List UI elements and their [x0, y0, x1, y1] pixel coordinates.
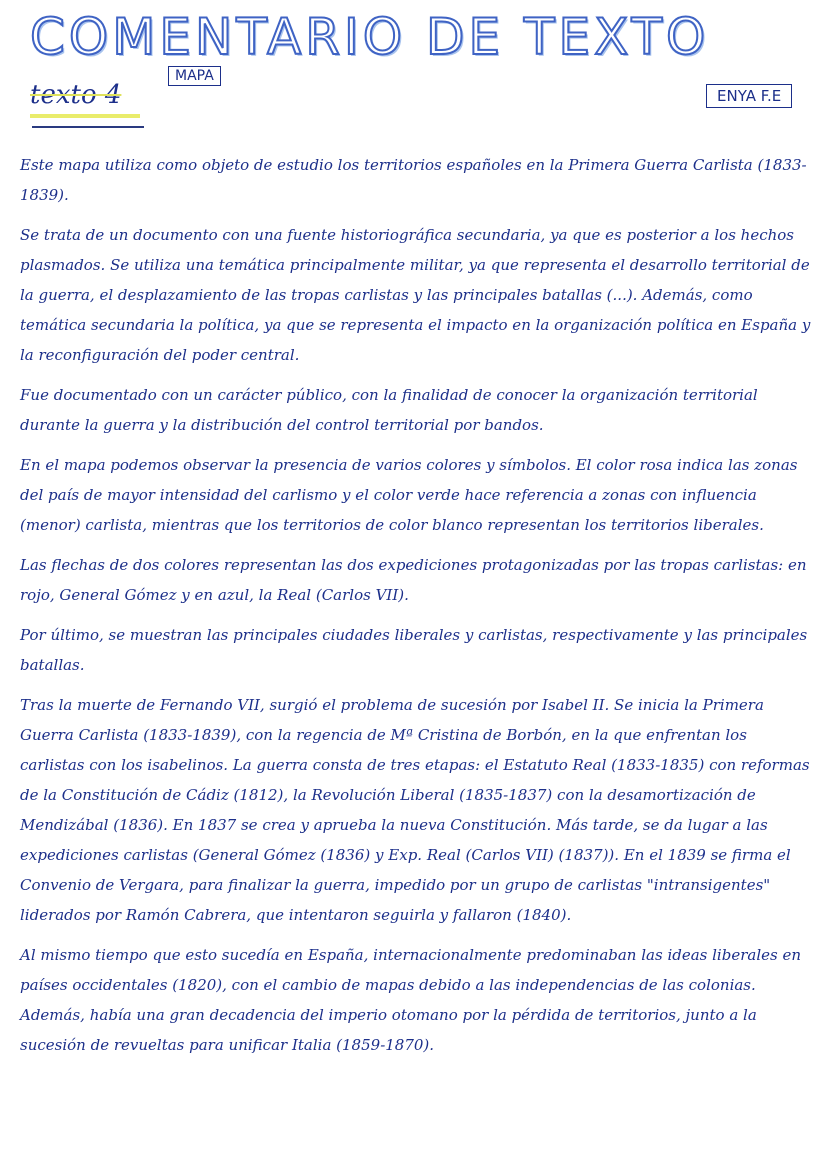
- paragraph-purpose: Fue documentado con un carácter público, con la finalidad de conocer la organización territorial durante la guerra y la distribución del control territorial por bandos.: [20, 386, 758, 434]
- paragraph-intro: Este mapa utiliza como objeto de estudio los territorios españoles en la Primera Guerra Carlista (1833-1839).: [20, 156, 807, 204]
- page-title: COMENTARIO DE TEXTO: [30, 8, 710, 66]
- paragraph-context: Tras la muerte de Fernando VII, surgió el problema de sucesión por Isabel II. Se inicia la Primera Guerra Carlista (1833-1839), con la regencia de Mª Cristina de Borbón, en la que enfrentan los carlistas con los isabelinos. La guerra consta de tres etapas: el Estatuto Real (1833-1835) con reformas de la Constitución de Cádiz (1812), la Revolución Liberal (1835-1837) con la desamortización de Mendizábal (1836). En 1837 se crea y aprueba la nueva Constitución. Más tarde, se da lugar a las expediciones carlistas (General Gómez (1836) y Exp. Real (Carlos VII) (1837)). En el 1839 se firma el Convenio de Vergara, para finalizar la guerra, impedido por un grupo de carlistas "intransigentes" liderados por Ramón Cabrera, que intentaron seguirla y fallaron (1840).: [20, 696, 810, 924]
- ink-underline: [32, 126, 144, 128]
- highlight-underline: [30, 114, 140, 118]
- text-number-subtitle: texto 4: [30, 80, 122, 110]
- paragraph-arrows: Las flechas de dos colores representan las dos expediciones protagonizadas por las tropas carlistas: en rojo, General Gómez y en azul, la Real (Carlos VII).: [20, 556, 807, 604]
- paragraph-international: Al mismo tiempo que esto sucedía en España, internacionalmente predominaban las ideas liberales en países occidentales (1820), con el cambio de mapas debido a las independencias de las colonias. Además, había una gran decadencia del imperio otomano por la pérdida de territorios, junto a la sucesión de revueltas para unificar Italia (1859-1870).: [20, 946, 801, 1054]
- paragraph-colors: En el mapa podemos observar la presencia de varios colores y símbolos. El color rosa indica las zonas del país de mayor intensidad del carlismo y el color verde hace referencia a zonas con influencia (menor) carlista, mientras que los territorios de color blanco representan los territorios liberales.: [20, 456, 798, 534]
- map-tag: MAPA: [168, 66, 221, 86]
- commentary-body: [20, 150, 812, 1070]
- paragraph-source-type: Se trata de un documento con una fuente historiográfica secundaria, ya que es posterior a los hechos plasmados. Se utiliza una temática principalmente militar, ya que representa el desarrollo territorial de la guerra, el desplazamiento de las tropas carlistas y las principales batallas (...). Además, como temática secundaria la política, ya que se representa el impacto en la organización política en España y la reconfiguración del poder central.: [20, 226, 811, 364]
- paragraph-cities: Por último, se muestran las principales ciudades liberales y carlistas, respectivamente y las principales batallas.: [20, 626, 808, 674]
- author-tag: ENYA F.E: [706, 84, 792, 108]
